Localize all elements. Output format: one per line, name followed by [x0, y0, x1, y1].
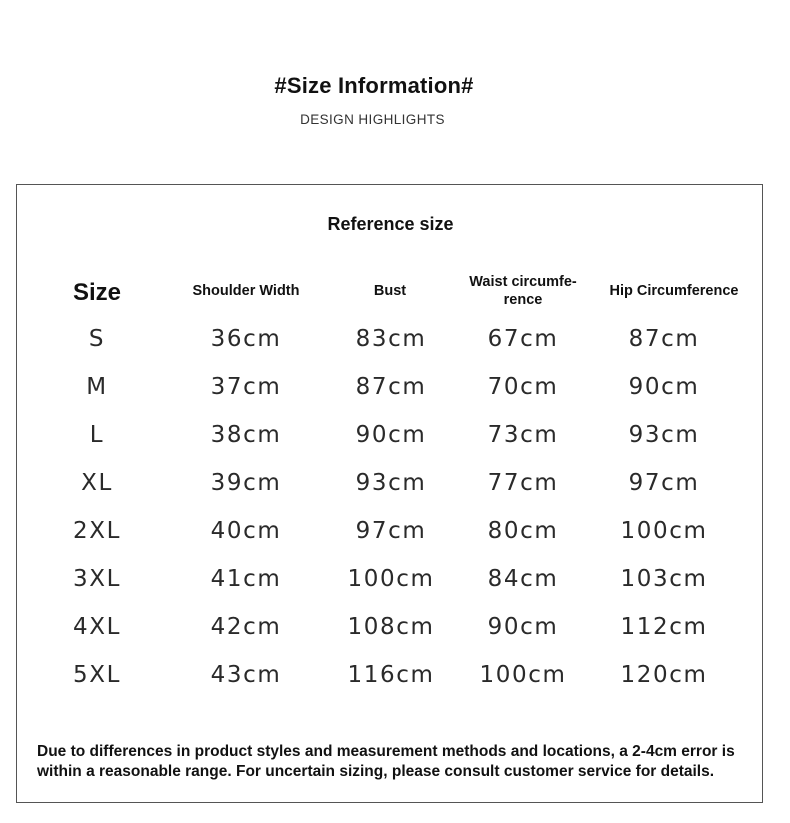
- hip-value: 120cm: [620, 662, 708, 688]
- column-header-shoulder-width: Shoulder Width: [192, 283, 300, 299]
- hip-value: 87cm: [628, 326, 700, 352]
- bust-value: 87cm: [355, 374, 427, 400]
- waist-value: 67cm: [487, 326, 559, 352]
- waist-value: 70cm: [487, 374, 559, 400]
- waist-value: 73cm: [487, 422, 559, 448]
- bust-value: 83cm: [355, 326, 427, 352]
- bust-value: 97cm: [355, 518, 427, 544]
- size-row: [17, 319, 764, 359]
- shoulder-width-value: 36cm: [210, 326, 282, 352]
- size-row: [17, 367, 764, 407]
- size-row: [17, 463, 764, 503]
- bust-value: 90cm: [355, 422, 427, 448]
- measurement-note: Due to differences in product styles and measurement methods and locations, a 2-4cm error is within a reasonable range. For uncertain sizing, please consult customer service for details.: [37, 743, 735, 780]
- size-label: 4XL: [72, 614, 121, 640]
- column-header-size: Size: [72, 279, 122, 306]
- size-row: [17, 607, 764, 647]
- hip-value: 93cm: [628, 422, 700, 448]
- page-title: #Size Information#: [274, 73, 474, 98]
- hip-value: 97cm: [628, 470, 700, 496]
- shoulder-width-value: 43cm: [210, 662, 282, 688]
- shoulder-width-value: 41cm: [210, 566, 282, 592]
- waist-value: 77cm: [487, 470, 559, 496]
- size-label: 3XL: [72, 566, 121, 592]
- size-label: XL: [81, 470, 113, 496]
- shoulder-width-value: 39cm: [210, 470, 282, 496]
- size-label: 5XL: [72, 662, 121, 688]
- page-subtitle: DESIGN HIGHLIGHTS: [300, 112, 445, 127]
- shoulder-width-value: 42cm: [210, 614, 282, 640]
- shoulder-width-value: 40cm: [210, 518, 282, 544]
- size-chart-panel: [16, 184, 763, 803]
- hip-value: 90cm: [628, 374, 700, 400]
- shoulder-width-value: 37cm: [210, 374, 282, 400]
- waist-value: 84cm: [487, 566, 559, 592]
- size-label: M: [86, 374, 108, 400]
- size-row: [17, 415, 764, 455]
- waist-value: 100cm: [479, 662, 567, 688]
- shoulder-width-value: 38cm: [210, 422, 282, 448]
- waist-value: 90cm: [487, 614, 559, 640]
- size-label: S: [88, 326, 106, 352]
- bust-value: 100cm: [347, 566, 435, 592]
- size-label: L: [89, 422, 105, 448]
- size-row: [17, 655, 764, 695]
- column-header-hip-circumference: Hip Circumference: [609, 283, 739, 299]
- size-row: [17, 559, 764, 599]
- hip-value: 103cm: [620, 566, 708, 592]
- size-chart-title: Reference size: [327, 214, 454, 234]
- bust-value: 116cm: [347, 662, 435, 688]
- column-header-bust: Bust: [373, 283, 407, 299]
- hip-value: 100cm: [620, 518, 708, 544]
- waist-value: 80cm: [487, 518, 559, 544]
- size-label: 2XL: [72, 518, 121, 544]
- size-row: [17, 511, 764, 551]
- bust-value: 108cm: [347, 614, 435, 640]
- bust-value: 93cm: [355, 470, 427, 496]
- column-header-waist-circumference: Waist circumfe- rence: [469, 274, 577, 308]
- hip-value: 112cm: [620, 614, 708, 640]
